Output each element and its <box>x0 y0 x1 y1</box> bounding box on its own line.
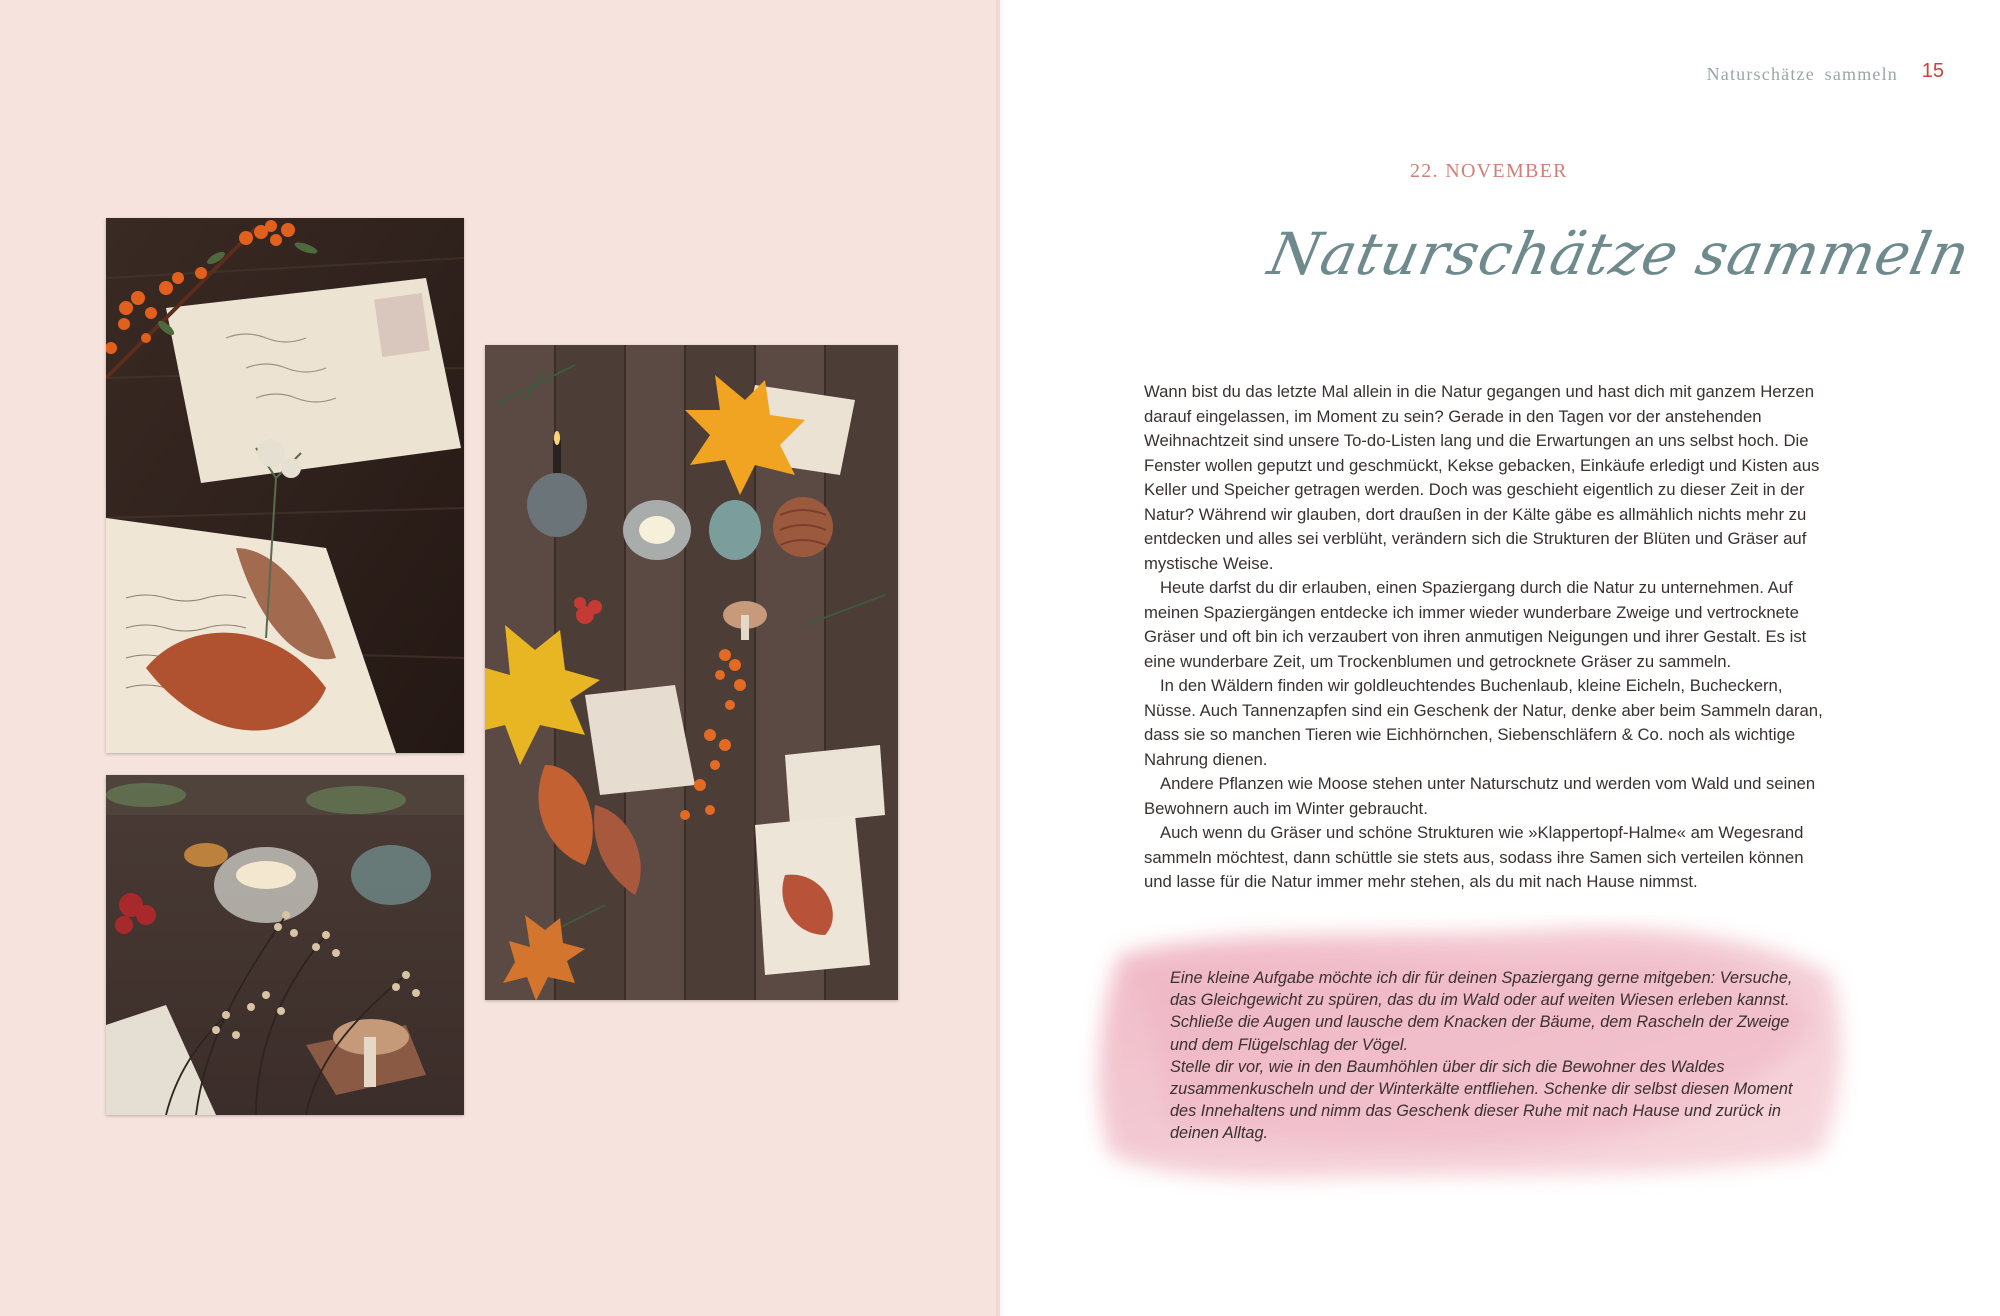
photo-tealight-grasses <box>106 775 464 1115</box>
task-paragraph: Eine kleine Aufgabe möchte ich dir für deinen Spaziergang gerne mitgeben: Versuche, das Gleichgewicht zu spüren, das du im Wald oder auf weiten Wiesen erleben kannst. Schließe die Augen und lausche dem Knacken der Bäume, dem Rascheln der Zweige und dem Flügelschlag der Vögel. <box>1170 969 1793 1054</box>
photo-letters-berries <box>106 218 464 753</box>
running-head-chapter: Naturschätze sammeln <box>1706 64 1898 84</box>
body-paragraph: Auch wenn du Gräser und schöne Strukturen wie »Klappertopf-Halme« am Wegesrand sammeln möchtest, dann schüttle sie stets aus, sodass ihre Samen sich verteilen können und lasse für die Natur immer mehr stehen, als du mit nach Hause nimmst. <box>1144 823 1804 891</box>
article-date: 22. NOVEMBER <box>1410 160 1568 182</box>
body-paragraph: In den Wäldern finden wir goldleuchtendes Buchenlaub, kleine Eicheln, Bucheckern, Nüsse. Auch Tannenzapfen sind ein Geschenk der Natur, denke aber beim Sammeln daran, dass sie so manchen Tieren wie Eichhörnchen, Siebenschläfern & Co. noch als wichtige Nahrung dienen. <box>1144 676 1823 769</box>
photo-autumn-flatlay <box>485 345 898 1000</box>
book-gutter <box>996 0 1006 1316</box>
body-paragraph: Andere Pflanzen wie Moose stehen unter Naturschutz und werden vom Wald und seinen Bewohnern auch im Winter gebraucht. <box>1144 774 1816 818</box>
body-paragraph: Wann bist du das letzte Mal allein in die Natur gegangen und hast dich mit ganzem Herzen darauf eingelassen, im Moment zu sein? Gerade in den Tagen vor der anstehenden Weihnachtzeit sind unsere To-do-Listen lang und die Erwartungen an uns selbst hoch. Die Fenster wollen geputzt und geschmückt, Kekse gebacken, Einkäufe erledigt und Kisten aus Keller und Speicher getragen werden. Doch was geschieht eigentlich zu dieser Zeit in der Natur? Während wir glauben, dort draußen in der Kälte gäbe es allmählich nichts mehr zu entdecken und alles sei verblüht, verändern sich die Strukturen der Blüten und Gräser auf mystische Weise. <box>1144 382 1820 573</box>
article-body <box>1144 380 1832 895</box>
body-paragraph: Heute darfst du dir erlauben, einen Spaziergang durch die Natur zu unternehmen. Auf meinen Spaziergängen entdecke ich immer wieder wunderbare Zweige und vertrocknete Gräser und oft bin ich verzaubert von ihren anmutigen Neigungen und ihrer Gestalt. Es ist eine wunderbare Zeit, um Trockenblumen und getrocknete Gräser zu sammeln. <box>1144 578 1807 671</box>
task-paragraph: Stelle dir vor, wie in den Baumhöhlen über dir sich die Bewohner des Waldes zusammenkuscheln und der Winterkälte entfliehen. Schenke dir selbst diesen Moment des Innehaltens und nimm das Geschenk dieser Ruhe mit nach Hause und zurück in deinen Alltag. <box>1170 1057 1793 1143</box>
article-title: Naturschätze sammeln <box>1262 220 1977 288</box>
task-box <box>1170 967 1820 1145</box>
page-number: 15 <box>1921 60 1944 82</box>
